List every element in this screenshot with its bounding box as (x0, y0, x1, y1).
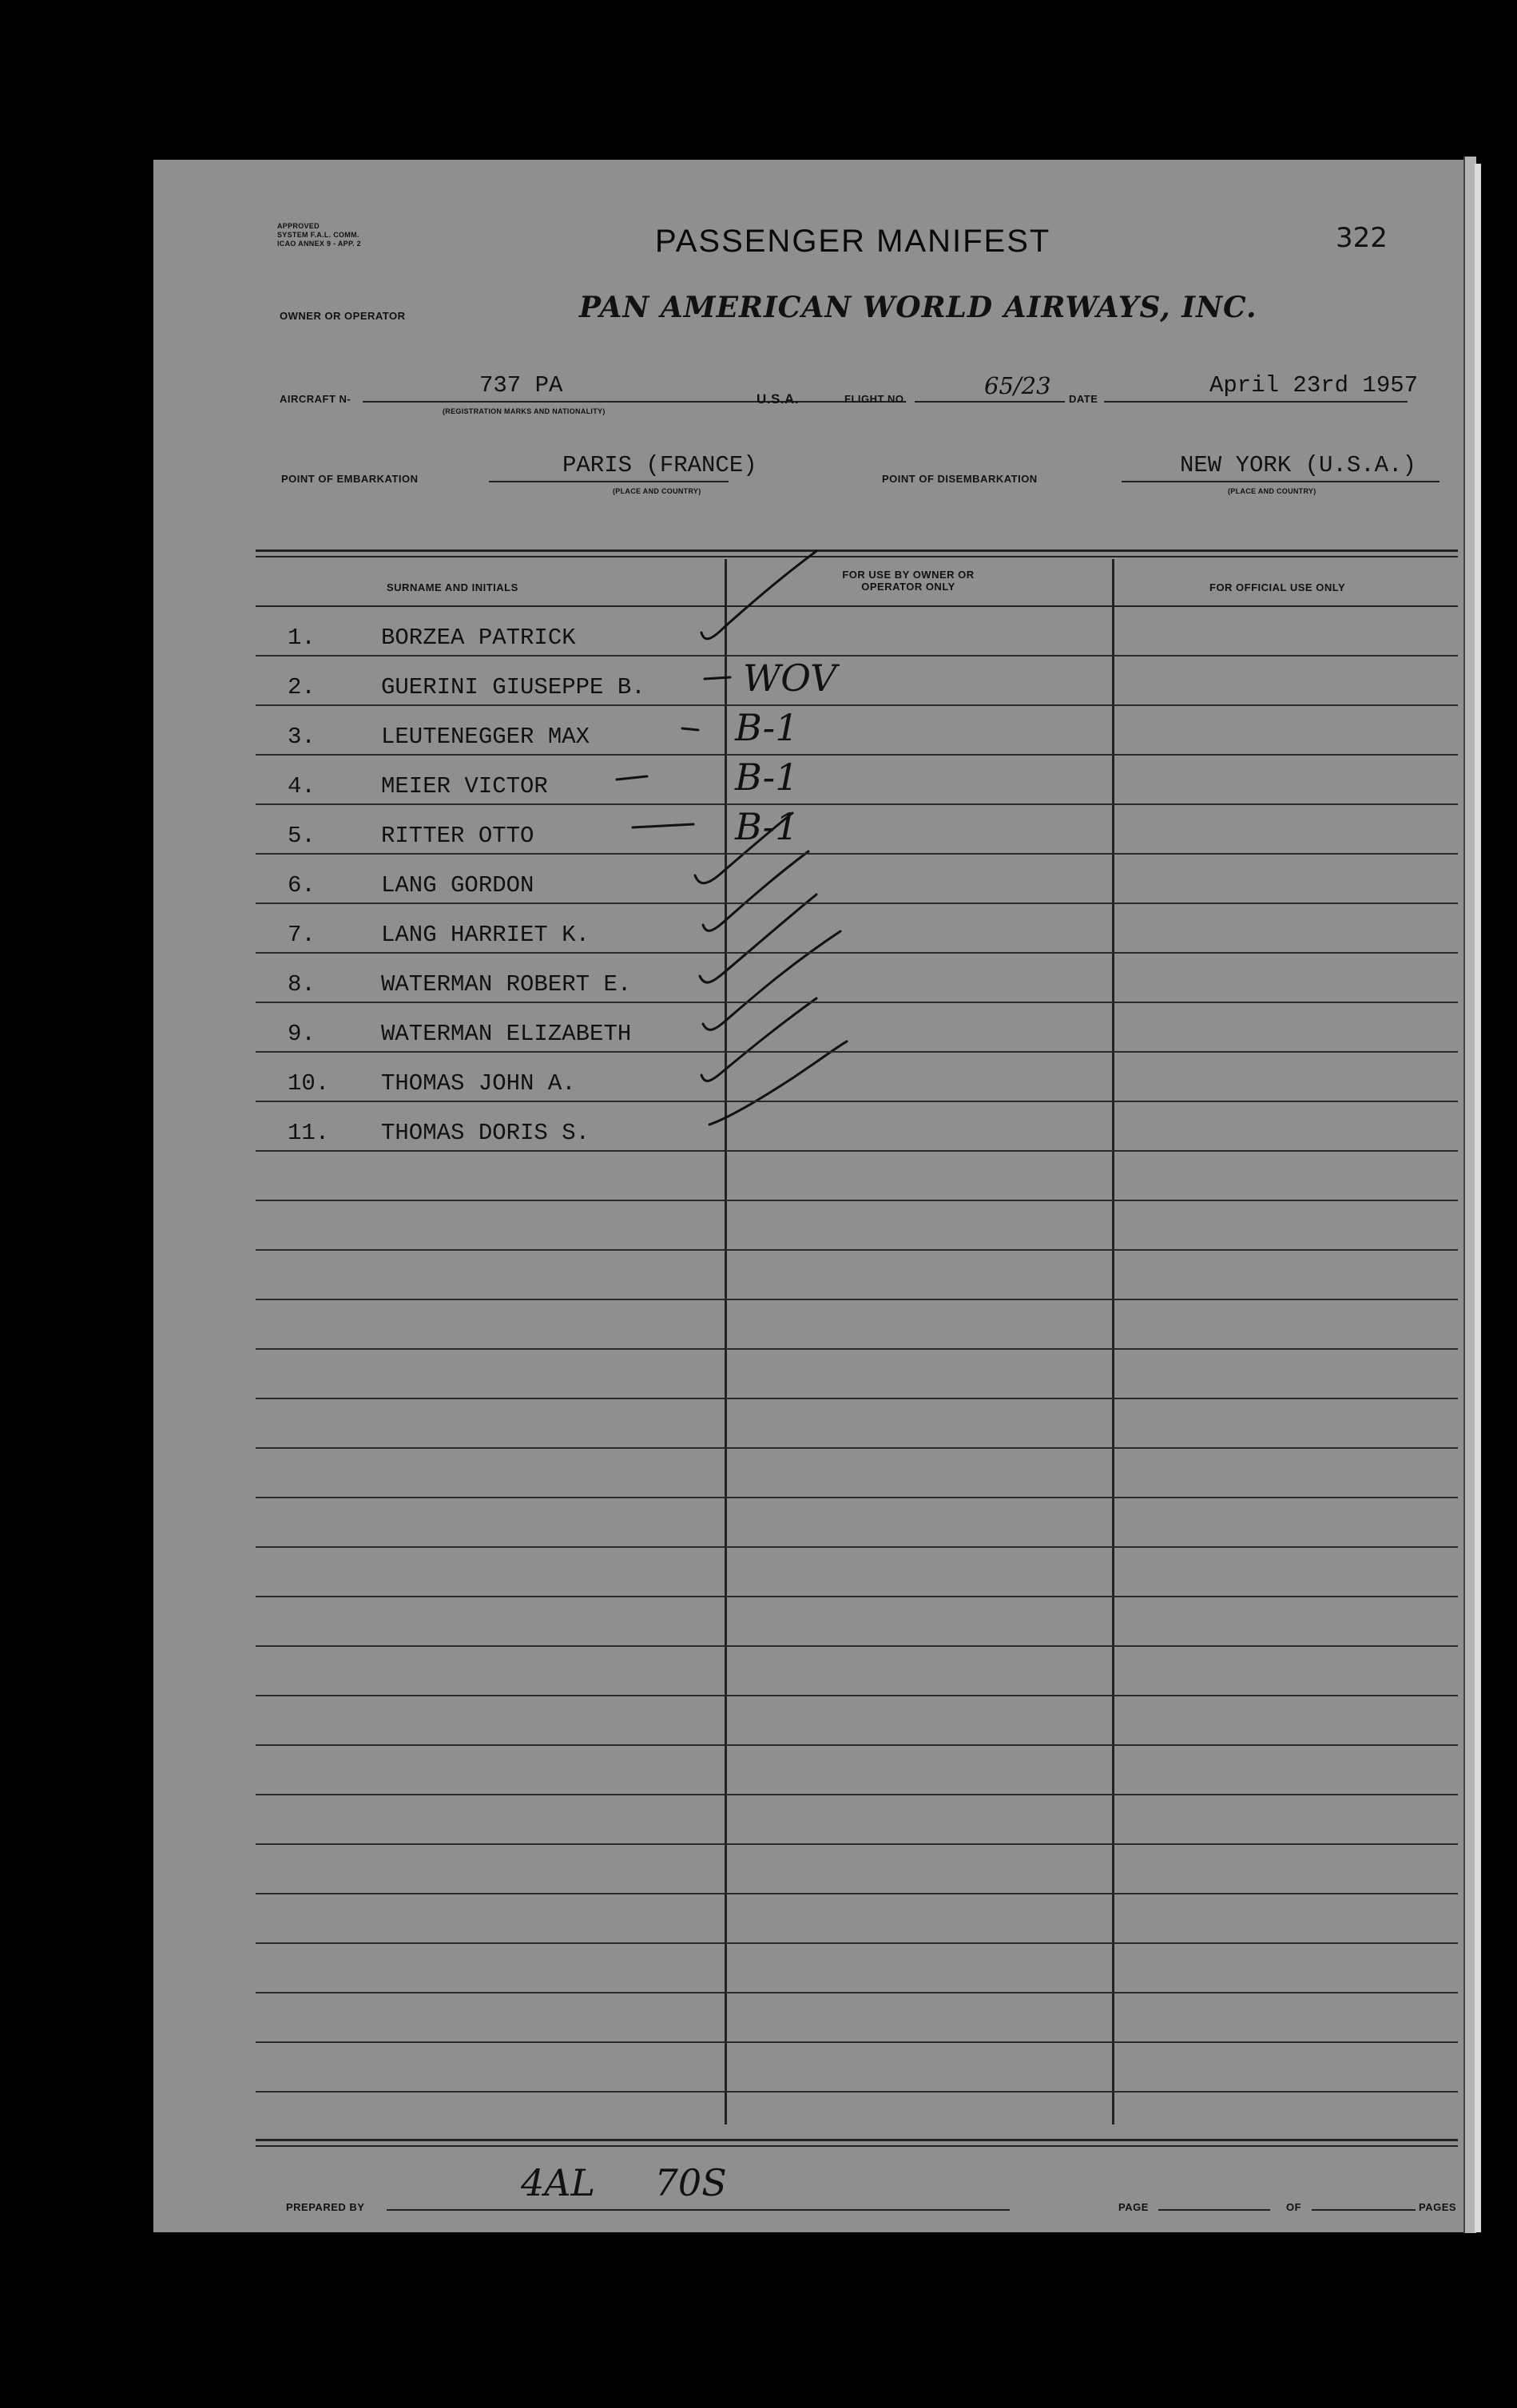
dash-mark (633, 824, 693, 827)
passenger-number: 5. (288, 823, 316, 849)
passenger-name: BORZEA PATRICK (381, 625, 576, 651)
paper-edge-inner (1475, 164, 1481, 2232)
row-line (256, 1695, 1458, 1696)
passenger-number: 8. (288, 971, 316, 998)
of-underline (1312, 2209, 1416, 2211)
passenger-name: THOMAS DORIS S. (381, 1120, 590, 1146)
approved-system-label: SYSTEM F.A.L. COMM. (277, 231, 359, 239)
row-line (256, 1546, 1458, 1548)
passenger-number: 4. (288, 773, 316, 799)
row-line (256, 1596, 1458, 1597)
row-line (256, 1645, 1458, 1647)
row-line (256, 1299, 1458, 1300)
date-label: DATE (1069, 393, 1098, 405)
table-bottom-rule-2 (256, 2145, 1458, 2147)
prepared-by-underline (387, 2209, 1010, 2211)
page-label: PAGE (1118, 2201, 1149, 2213)
owner-value: PAN AMERICAN WORLD AIRWAYS, INC. (579, 291, 1257, 324)
passenger-number: 2. (288, 674, 316, 700)
passenger-name: LANG HARRIET K. (381, 922, 590, 948)
pages-label: PAGES (1419, 2201, 1457, 2213)
passenger-name: THOMAS JOHN A. (381, 1070, 576, 1097)
visa-class-mark: B-1 (735, 706, 799, 749)
row-line (256, 1843, 1458, 1845)
owner-label: OWNER OR OPERATOR (280, 310, 406, 322)
row-line (256, 903, 1458, 904)
manifest-sheet (153, 160, 1463, 2232)
row-line (256, 1447, 1458, 1449)
passenger-name: LANG GORDON (381, 872, 534, 899)
aircraft-value: 737 PA (479, 372, 563, 399)
check-mark (701, 998, 816, 1081)
disembark-label: POINT OF DISEMBARKATION (882, 473, 1038, 485)
row-line (256, 952, 1458, 954)
passenger-number: 10. (288, 1070, 330, 1097)
page-number: 322 (1336, 222, 1388, 254)
row-line (256, 1893, 1458, 1894)
of-label: OF (1286, 2201, 1302, 2213)
passenger-number: 3. (288, 724, 316, 750)
passenger-name: WATERMAN ROBERT E. (381, 971, 632, 998)
handwritten-marks (153, 160, 1463, 2232)
row-line (256, 1942, 1458, 1944)
owner-use-column-header: FOR USE BY OWNER OR OPERATOR ONLY (842, 569, 975, 593)
usa-label: U.S.A. (757, 391, 800, 407)
prepared-by-label: PREPARED BY (286, 2201, 365, 2213)
dash-mark (705, 677, 730, 679)
approved-label: APPROVED (277, 222, 320, 230)
passenger-number: 6. (288, 872, 316, 899)
check-mark (701, 551, 816, 639)
row-line (256, 1992, 1458, 1993)
check-mark (709, 1041, 847, 1125)
table-bottom-rule (256, 2139, 1458, 2141)
passenger-name: LEUTENEGGER MAX (381, 724, 590, 750)
row-line (256, 1101, 1458, 1102)
official-use-column-header: FOR OFFICIAL USE ONLY (1209, 581, 1346, 593)
row-line (256, 655, 1458, 657)
embark-sublabel: (PLACE AND COUNTRY) (613, 487, 701, 495)
page-underline (1158, 2209, 1270, 2211)
row-line (256, 1398, 1458, 1399)
check-mark (703, 931, 840, 1029)
passenger-number: 7. (288, 922, 316, 948)
row-line (256, 1744, 1458, 1746)
embark-value: PARIS (FRANCE) (562, 452, 757, 478)
row-line (256, 853, 1458, 855)
disembark-value: NEW YORK (U.S.A.) (1180, 452, 1416, 478)
flight-label: FLIGHT NO. (844, 393, 907, 405)
date-value: April 23rd 1957 (1209, 372, 1419, 399)
approved-annex-label: ICAO ANNEX 9 - APP. 2 (277, 240, 361, 248)
row-line (256, 1497, 1458, 1498)
row-line (256, 1794, 1458, 1795)
flight-value: 65/23 (984, 372, 1051, 399)
aircraft-sublabel: (REGISTRATION MARKS AND NATIONALITY) (443, 407, 606, 415)
passenger-number: 11. (288, 1120, 330, 1146)
row-line (256, 2041, 1458, 2043)
passenger-name: MEIER VICTOR (381, 773, 548, 799)
row-line (256, 1348, 1458, 1350)
row-line (256, 1051, 1458, 1053)
dash-mark (617, 776, 647, 780)
row-line (256, 754, 1458, 756)
passenger-name: RITTER OTTO (381, 823, 534, 849)
row-line (256, 1002, 1458, 1003)
passenger-name: GUERINI GIUSEPPE B. (381, 674, 645, 700)
visa-class-mark: B-1 (735, 756, 799, 799)
disembark-sublabel: (PLACE AND COUNTRY) (1228, 487, 1316, 495)
visa-class-mark: WOV (743, 657, 837, 700)
passenger-number: 9. (288, 1021, 316, 1047)
check-mark (695, 813, 792, 883)
check-mark (700, 895, 816, 982)
names-column-header: SURNAME AND INITIALS (387, 581, 518, 593)
passenger-number: 1. (288, 625, 316, 651)
row-line (256, 704, 1458, 706)
page-title: PASSENGER MANIFEST (655, 224, 1051, 259)
check-mark (703, 851, 808, 930)
dash-mark (682, 728, 698, 730)
embark-label: POINT OF EMBARKATION (281, 473, 419, 485)
row-line (256, 2091, 1458, 2093)
prepared-by-value: 4AL 70S (521, 2161, 727, 2204)
row-line (256, 1150, 1458, 1152)
visa-class-mark: B-1 (735, 805, 799, 848)
passenger-name: WATERMAN ELIZABETH (381, 1021, 632, 1047)
row-line (256, 803, 1458, 805)
row-line (256, 1249, 1458, 1251)
aircraft-label: AIRCRAFT N- (280, 393, 351, 405)
row-line (256, 1200, 1458, 1201)
